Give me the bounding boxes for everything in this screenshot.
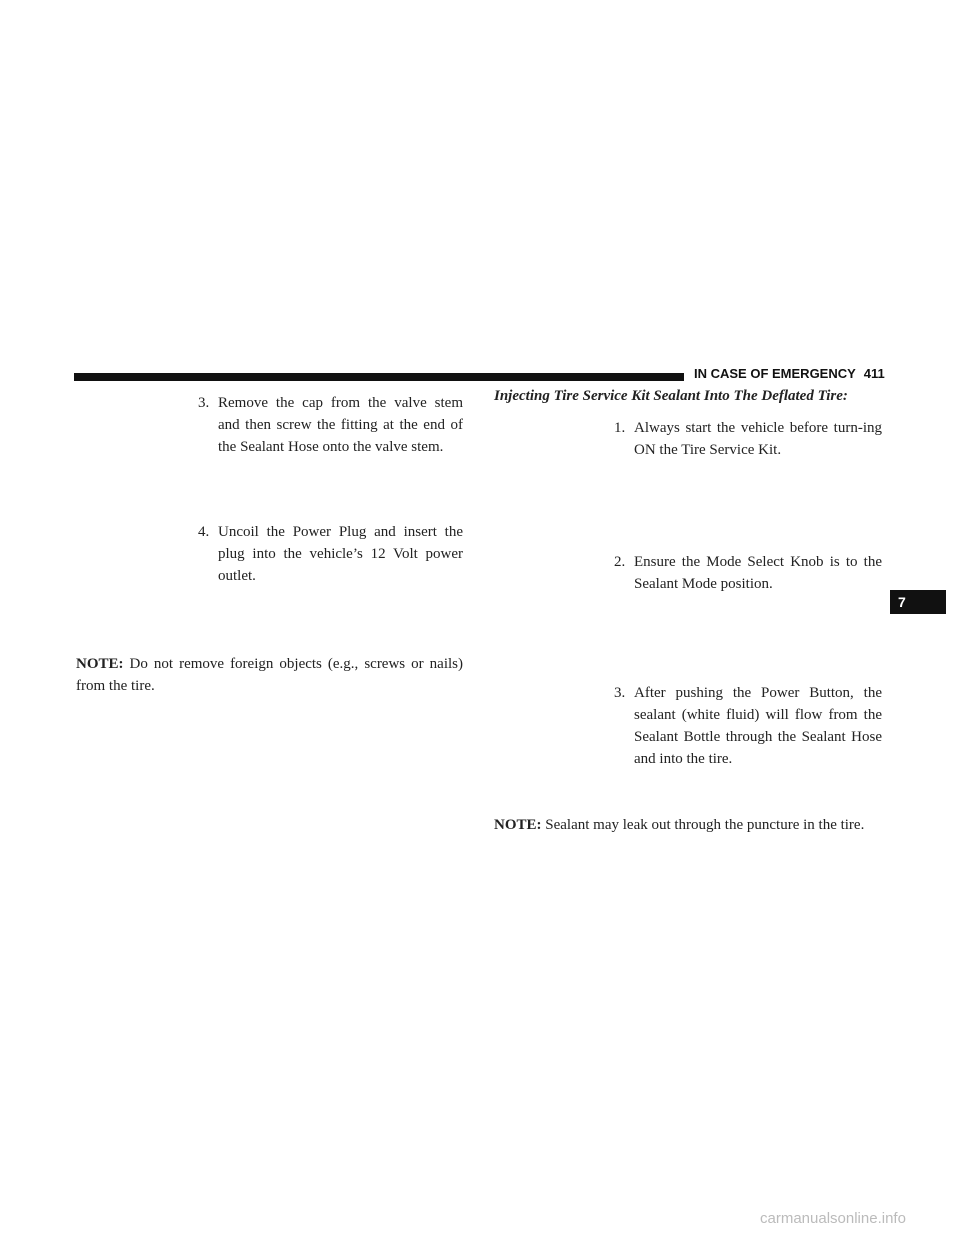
left-note bbox=[76, 653, 463, 697]
step-text: Uncoil the Power Plug and insert the plug into the vehicle’s 12 Volt power outlet. bbox=[218, 524, 463, 584]
step-number: 2. bbox=[614, 554, 626, 570]
section-title: IN CASE OF EMERGENCY bbox=[694, 366, 856, 381]
right-step-3 bbox=[614, 682, 882, 770]
step-text: Always start the vehicle before turn-ing ON the Tire Service Kit. bbox=[634, 420, 882, 458]
right-note bbox=[494, 814, 882, 836]
note-text: Do not remove foreign objects (e.g., screws or nails) from the tire. bbox=[76, 656, 463, 694]
step-number: 4. bbox=[198, 524, 210, 540]
left-step-4 bbox=[198, 521, 463, 587]
chapter-tab: 7 bbox=[890, 590, 946, 614]
step-number: 1. bbox=[614, 420, 626, 436]
section-heading: Injecting Tire Service Kit Sealant Into The Deflated Tire: bbox=[494, 388, 848, 404]
right-step-2 bbox=[614, 551, 882, 595]
step-text: Remove the cap from the valve stem and then screw the fitting at the end of the Sealant Hose onto the valve stem. bbox=[218, 395, 463, 455]
step-number: 3. bbox=[614, 685, 626, 701]
note-label: NOTE: bbox=[494, 817, 542, 833]
step-number: 3. bbox=[198, 395, 210, 411]
note-text: Sealant may leak out through the puncture in the tire. bbox=[541, 817, 865, 833]
step-text: After pushing the Power Button, the sealant (white fluid) will flow from the Sealant Bottle through the Sealant Hose and into the tire. bbox=[634, 685, 882, 767]
note-label: NOTE: bbox=[76, 656, 124, 672]
header-rule bbox=[74, 373, 684, 381]
step-text: Ensure the Mode Select Knob is to the Sealant Mode position. bbox=[634, 554, 882, 592]
right-step-1 bbox=[614, 417, 882, 461]
watermark-logo: carmanualsonline.info bbox=[760, 1210, 906, 1227]
page-number: 411 bbox=[863, 366, 885, 381]
left-step-3 bbox=[198, 392, 463, 458]
running-header bbox=[694, 366, 885, 381]
